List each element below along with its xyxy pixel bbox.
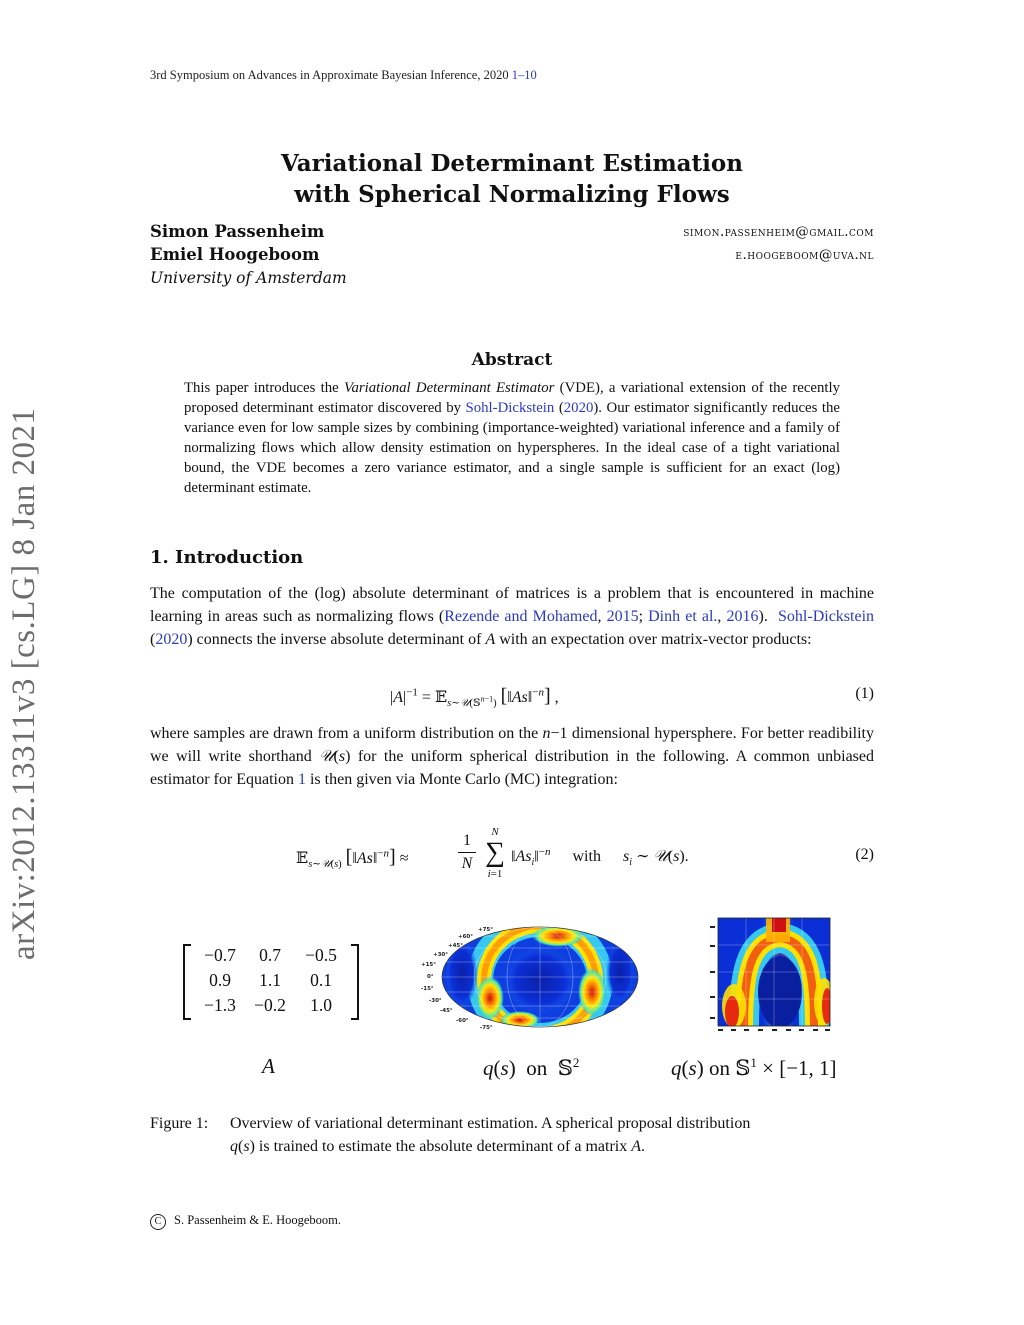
abstract-heading: Abstract xyxy=(471,350,553,370)
citation-link[interactable]: Sohl-Dickstein xyxy=(778,608,875,625)
para-text: dimensional hypersphere. For better readibility we will write shorthand xyxy=(150,725,874,765)
matrix-grid xyxy=(195,944,347,1017)
sphere-density-plot xyxy=(410,922,646,1032)
equation-2: 𝔼$_{s\sim 𝒰(s)}$ [‖As‖$^{-n}$] ≈ 1 N N ∑ i=1 $‖As_i‖^{-n}$ with $s_i$ ∼ 𝒰(s). (2) xyxy=(296,826,874,880)
abstract-text: (VDE), a variational extension of the recently proposed determinant estimator discovered by xyxy=(184,380,840,416)
intro-paragraph-1: The computation of the (log) absolute determinant of matrices is a problem that is encountered in machine learning in areas such as normalizing flows (Rezende and Mohamed, 2015; Dinh et al., 2016). Sohl-Dickstein (2020) connects the inverse absolute determinant of A with an expectation over matrix-vector products: xyxy=(150,585,875,648)
abstract-term: Variational Determinant Estimator xyxy=(344,380,555,396)
left-bracket xyxy=(183,944,191,1020)
lat-label: -45° xyxy=(440,1008,453,1014)
lat-label: +30° xyxy=(433,952,449,958)
affiliation: University of Amsterdam xyxy=(150,269,347,287)
para-text: The computation of the (log) absolute determinant of matrices is a problem that is encountered in machine learning in areas such as normalizing flows ( xyxy=(150,585,874,625)
citation-link[interactable]: Dinh et al. xyxy=(648,608,718,625)
citation-year-link[interactable]: 2015 xyxy=(606,608,639,625)
right-bracket xyxy=(351,944,359,1020)
para-text: with an expectation over matrix-vector products: xyxy=(499,631,812,648)
lat-label: +15° xyxy=(421,962,437,968)
intro-paragraph-2: where samples are drawn from a uniform distribution on the n−1 dimensional hypersphere. For better readibility we will write shorthand 𝒰(s) for the uniform spherical distribution in the following. A common unbiased estimator for Equation 1 is then given via Monte Carlo (MC) integration: xyxy=(150,725,874,788)
caption-prefix: Figure 1: xyxy=(150,1115,209,1132)
page-range-link[interactable]: 1–10 xyxy=(511,68,537,82)
abstract-body: This paper introduces the Variational Determinant Estimator (VDE), a variational extension of the recently proposed determinant estimator discovered by Sohl-Dickstein (2020). Our estimator significantly reduces the variance even for low sample sizes by combining (importance-weighted) variational inference and a family of normalizing flows which allow density estimation on hyperspheres. In the ideal case of a tight variational bound, the VDE becomes a zero variance estimator, and a single sample is sufficient for an exact (log) determinant estimate. xyxy=(184,380,840,496)
abstract-text: This paper introduces the xyxy=(184,380,345,396)
matrix-cell: 1.0 xyxy=(310,995,332,1015)
author-name-1: Simon Passenheim xyxy=(150,222,325,241)
copyright-text: S. Passenheim & E. Hoogeboom. xyxy=(174,1213,342,1227)
abstract-text: ). Our estimator significantly reduces the variance even for low sample sizes by combining (importance-weighted) variational inference and a family of normalizing flows which allow density estimation on hyperspheres. In the ideal case of a tight variational bound, the VDE becomes a zero variance estimator, and a single sample is sufficient for an exact (log) determinant estimate. xyxy=(184,400,840,496)
label-a-text: A xyxy=(262,1054,275,1078)
citation-year-link[interactable]: 2020 xyxy=(563,400,594,416)
lat-label: +60° xyxy=(458,934,474,940)
copyright-footer xyxy=(150,1213,341,1230)
matrix-cell: 0.7 xyxy=(259,945,281,965)
figure-caption: Figure 1: Overview of variational determinant estimation. A spherical proposal distribution q(s) is trained to estimate the absolute determinant of a matrix A. xyxy=(150,1112,874,1158)
citation-year-link[interactable]: 2016 xyxy=(726,608,759,625)
label-cylinder: q(s) on 𝕊$^1$ × [−1, 1] xyxy=(671,1055,837,1080)
author-name-2: Emiel Hoogeboom xyxy=(150,245,320,264)
para-text: is then given via Monte Carlo (MC) integration: xyxy=(305,771,618,788)
citation-link[interactable]: Rezende and Mohamed xyxy=(444,608,598,625)
lat-label: -30° xyxy=(429,998,442,1004)
caption-line-2: is trained to estimate the absolute determinant of a matrix xyxy=(254,1138,632,1155)
lat-label: -15° xyxy=(421,986,434,992)
paper-title xyxy=(0,148,1024,210)
copyright-icon: C xyxy=(150,1214,166,1230)
para-text: ) connects the inverse absolute determinant of xyxy=(187,631,486,648)
author-email-2: e.hoogeboom@uva.nl xyxy=(735,247,874,263)
label-on-text: on xyxy=(708,1056,730,1080)
matrix-cell: −1.3 xyxy=(204,995,236,1015)
venue-header xyxy=(150,68,537,83)
matrix-cell: 1.1 xyxy=(259,970,281,990)
matrix-cell: −0.7 xyxy=(204,945,236,965)
label-on-text: on xyxy=(526,1056,548,1080)
equation-ref-link[interactable]: 1 xyxy=(297,771,306,788)
label-matrix-a xyxy=(262,1054,275,1079)
heatmap-field xyxy=(718,918,834,1028)
with-text: with xyxy=(572,848,601,866)
citation-link[interactable]: Sohl-Dickstein xyxy=(465,400,555,416)
title-line-1: Variational Determinant Estimation xyxy=(281,150,743,177)
matrix-a xyxy=(183,944,359,1018)
lat-label: -75° xyxy=(480,1025,493,1031)
para-text: for the uniform spherical distribution in the following. A common unbiased estimator for Equation xyxy=(150,748,874,788)
lat-label: 0° xyxy=(427,974,434,980)
matrix-cell: 0.1 xyxy=(310,970,332,990)
author-email-1: simon.passenheim@gmail.com xyxy=(683,224,874,240)
matrix-cell: −0.2 xyxy=(254,995,286,1015)
matrix-cell: 0.9 xyxy=(209,970,231,990)
cylinder-heatmap-plot xyxy=(704,916,834,1034)
matrix-cell: −0.5 xyxy=(305,945,337,965)
equation-number: (2) xyxy=(855,846,874,863)
label-sphere: q(s) on 𝕊$^2$ xyxy=(483,1055,580,1080)
venue-text: 3rd Symposium on Advances in Approximate Bayesian Inference, 2020 xyxy=(150,68,509,82)
lat-label: -60° xyxy=(456,1018,469,1024)
lat-label: +45° xyxy=(448,943,464,949)
para-text: where samples are drawn from a uniform distribution on the xyxy=(150,725,543,742)
section-heading: 1. Introduction xyxy=(150,547,304,568)
equation-number: (1) xyxy=(855,685,874,702)
citation-year-link[interactable]: 2020 xyxy=(155,631,188,648)
title-line-2: with Spherical Normalizing Flows xyxy=(294,181,730,208)
arxiv-stamp: arXiv:2012.13311v3 [cs.LG] 8 Jan 2021 xyxy=(6,407,42,960)
caption-end: . xyxy=(641,1138,645,1155)
lat-label: +75° xyxy=(478,927,494,933)
caption-line-1: Overview of variational determinant estimation. A spherical proposal distribution xyxy=(230,1115,751,1132)
